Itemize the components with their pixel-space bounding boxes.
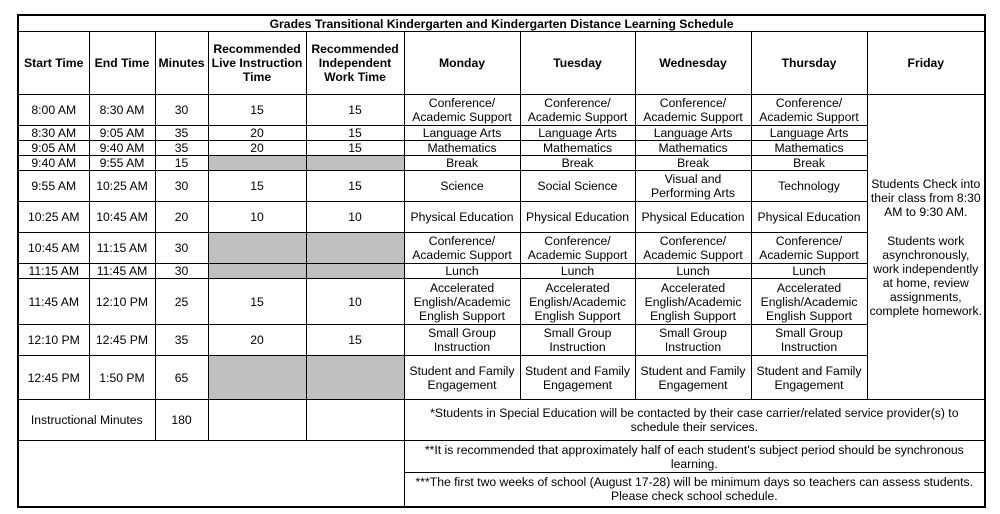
note-synchronous-learning: **It is recommended that approximately half of each student's subject period should be synchronous learning. [404, 441, 985, 473]
schedule-row [18, 141, 985, 156]
cell-thursday: Conference/ Academic Support [751, 95, 867, 126]
header-tuesday: Tuesday [520, 32, 635, 95]
schedule-row [18, 264, 985, 279]
cell-monday: Break [404, 156, 520, 171]
cell-live-instruction: 20 [208, 126, 306, 141]
cell-minutes: 65 [155, 356, 208, 400]
cell-thursday: Student and Family Engagement [751, 356, 867, 400]
cell-tuesday: Physical Education [520, 202, 635, 233]
cell-wednesday: Physical Education [635, 202, 751, 233]
cell-live-instruction [208, 156, 306, 171]
cell-wednesday: Accelerated English/Academic English Support [635, 279, 751, 325]
cell-start-time: 9:40 AM [18, 156, 89, 171]
cell-minutes: 35 [155, 325, 208, 356]
cell-independent-work: 10 [306, 279, 404, 325]
cell-live-instruction: 20 [208, 325, 306, 356]
cell-wednesday: Conference/ Academic Support [635, 95, 751, 126]
cell-independent-work [306, 156, 404, 171]
cell-live-instruction [208, 264, 306, 279]
cell-start-time: 11:45 AM [18, 279, 89, 325]
schedule-table [17, 14, 986, 508]
cell-live-instruction: 15 [208, 279, 306, 325]
cell-tuesday: Small Group Instruction [520, 325, 635, 356]
cell-minutes: 15 [155, 156, 208, 171]
cell-thursday: Small Group Instruction [751, 325, 867, 356]
cell-tuesday: Break [520, 156, 635, 171]
cell-thursday: Conference/ Academic Support [751, 233, 867, 264]
cell-thursday: Physical Education [751, 202, 867, 233]
cell-monday: Student and Family Engagement [404, 356, 520, 400]
cell-start-time: 10:45 AM [18, 233, 89, 264]
cell-monday: Accelerated English/Academic English Support [404, 279, 520, 325]
cell-start-time: 9:55 AM [18, 171, 89, 202]
cell-end-time: 11:45 AM [89, 264, 155, 279]
friday-async-text: Students work asynchronously, work independently at home, review assignments, complete homework. [869, 233, 983, 318]
cell-independent-work: 15 [306, 325, 404, 356]
note-minimum-days: ***The first two weeks of school (August 17-28) will be minimum days so teachers can assess students. Please check school schedule. [404, 473, 985, 507]
cell-wednesday: Mathematics [635, 141, 751, 156]
header-independent-work: Recommended Independent Work Time [306, 32, 404, 95]
cell-start-time: 11:15 AM [18, 264, 89, 279]
schedule-row [18, 356, 985, 400]
cell-independent-work [306, 233, 404, 264]
empty-cell [306, 400, 404, 441]
cell-monday: Conference/ Academic Support [404, 95, 520, 126]
schedule-document [17, 14, 986, 508]
schedule-row [18, 126, 985, 141]
cell-minutes: 20 [155, 202, 208, 233]
cell-start-time: 10:25 AM [18, 202, 89, 233]
cell-end-time: 9:05 AM [89, 126, 155, 141]
header-row [18, 32, 985, 95]
cell-minutes: 30 [155, 264, 208, 279]
cell-wednesday: Break [635, 156, 751, 171]
header-wednesday: Wednesday [635, 32, 751, 95]
cell-start-time: 12:45 PM [18, 356, 89, 400]
note-special-education: *Students in Special Education will be contacted by their case carrier/related service provider(s) to schedule their services. [404, 400, 985, 441]
empty-cell [208, 400, 306, 441]
cell-live-instruction [208, 233, 306, 264]
cell-wednesday: Conference/ Academic Support [635, 233, 751, 264]
schedule-title: Grades Transitional Kindergarten and Kindergarten Distance Learning Schedule [18, 15, 985, 32]
cell-tuesday: Student and Family Engagement [520, 356, 635, 400]
cell-end-time: 9:40 AM [89, 141, 155, 156]
cell-end-time: 9:55 AM [89, 156, 155, 171]
cell-monday: Conference/ Academic Support [404, 233, 520, 264]
cell-live-instruction: 15 [208, 171, 306, 202]
cell-independent-work [306, 264, 404, 279]
cell-independent-work: 15 [306, 171, 404, 202]
cell-thursday: Lunch [751, 264, 867, 279]
cell-start-time: 9:05 AM [18, 141, 89, 156]
cell-independent-work: 10 [306, 202, 404, 233]
cell-end-time: 8:30 AM [89, 95, 155, 126]
cell-monday: Science [404, 171, 520, 202]
cell-live-instruction [208, 356, 306, 400]
cell-live-instruction: 15 [208, 95, 306, 126]
cell-tuesday: Lunch [520, 264, 635, 279]
cell-live-instruction: 10 [208, 202, 306, 233]
instructional-minutes-value: 180 [155, 400, 208, 441]
cell-end-time: 1:50 PM [89, 356, 155, 400]
cell-start-time: 8:00 AM [18, 95, 89, 126]
cell-end-time: 12:45 PM [89, 325, 155, 356]
header-minutes: Minutes [155, 32, 208, 95]
cell-monday: Physical Education [404, 202, 520, 233]
note-row [18, 441, 985, 473]
cell-end-time: 10:45 AM [89, 202, 155, 233]
cell-tuesday: Social Science [520, 171, 635, 202]
cell-minutes: 30 [155, 233, 208, 264]
cell-minutes: 25 [155, 279, 208, 325]
cell-start-time: 12:10 PM [18, 325, 89, 356]
cell-thursday: Break [751, 156, 867, 171]
schedule-row [18, 171, 985, 202]
cell-monday: Lunch [404, 264, 520, 279]
schedule-row [18, 325, 985, 356]
schedule-row [18, 156, 985, 171]
cell-independent-work [306, 356, 404, 400]
cell-independent-work: 15 [306, 126, 404, 141]
header-monday: Monday [404, 32, 520, 95]
cell-thursday: Language Arts [751, 126, 867, 141]
cell-thursday: Technology [751, 171, 867, 202]
friday-spacer [870, 219, 983, 234]
cell-thursday: Accelerated English/Academic English Support [751, 279, 867, 325]
header-live-instruction: Recommended Live Instruction Time [208, 32, 306, 95]
cell-independent-work: 15 [306, 141, 404, 156]
cell-tuesday: Conference/ Academic Support [520, 233, 635, 264]
cell-tuesday: Accelerated English/Academic English Support [520, 279, 635, 325]
cell-tuesday: Mathematics [520, 141, 635, 156]
schedule-row [18, 202, 985, 233]
cell-independent-work: 15 [306, 95, 404, 126]
cell-wednesday: Language Arts [635, 126, 751, 141]
cell-minutes: 30 [155, 95, 208, 126]
cell-wednesday: Student and Family Engagement [635, 356, 751, 400]
schedule-row [18, 233, 985, 264]
header-end-time: End Time [89, 32, 155, 95]
friday-checkin-text: Students Check into their class from 8:30 AM to 9:30 AM. [870, 176, 981, 219]
header-thursday: Thursday [751, 32, 867, 95]
instructional-minutes-label: Instructional Minutes [18, 400, 155, 441]
cell-monday: Mathematics [404, 141, 520, 156]
cell-wednesday: Small Group Instruction [635, 325, 751, 356]
header-friday: Friday [867, 32, 985, 95]
cell-end-time: 12:10 PM [89, 279, 155, 325]
cell-thursday: Mathematics [751, 141, 867, 156]
cell-monday: Language Arts [404, 126, 520, 141]
totals-row [18, 400, 985, 441]
cell-end-time: 10:25 AM [89, 171, 155, 202]
cell-minutes: 30 [155, 171, 208, 202]
cell-wednesday: Lunch [635, 264, 751, 279]
friday-column [867, 95, 985, 400]
schedule-row [18, 95, 985, 126]
header-start-time: Start Time [18, 32, 89, 95]
schedule-row [18, 279, 985, 325]
cell-end-time: 11:15 AM [89, 233, 155, 264]
cell-monday: Small Group Instruction [404, 325, 520, 356]
cell-minutes: 35 [155, 126, 208, 141]
blank-block [18, 441, 404, 507]
cell-start-time: 8:30 AM [18, 126, 89, 141]
cell-tuesday: Conference/ Academic Support [520, 95, 635, 126]
cell-minutes: 35 [155, 141, 208, 156]
cell-live-instruction: 20 [208, 141, 306, 156]
cell-tuesday: Language Arts [520, 126, 635, 141]
cell-wednesday: Visual and Performing Arts [635, 171, 751, 202]
